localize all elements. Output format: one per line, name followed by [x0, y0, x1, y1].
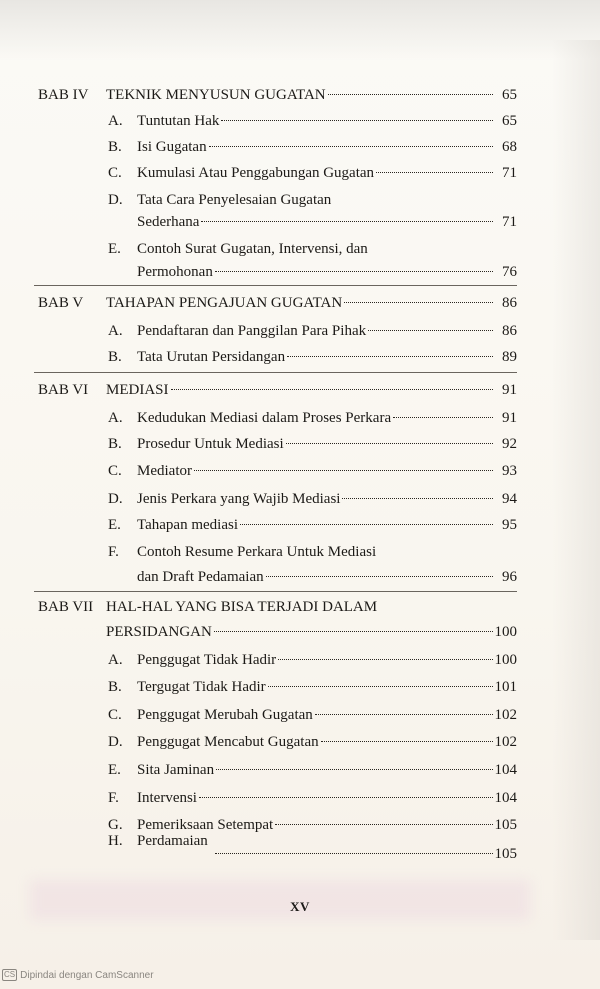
item-title: Pemeriksaan Setempat — [137, 817, 274, 833]
chapter-entry — [106, 377, 517, 403]
section-divider — [34, 285, 517, 286]
dot-leader — [201, 221, 493, 222]
page-number: 95 — [502, 517, 517, 533]
item-letter: C. — [108, 707, 122, 723]
item-title: Pendaftaran dan Panggilan Para Pihak — [137, 323, 367, 339]
dot-leader — [215, 853, 493, 854]
chapter-title: HAL-HAL YANG BISA TERJADI DALAM — [106, 599, 378, 615]
page-number: 68 — [502, 139, 517, 155]
item-title: Tata Urutan Persidangan — [137, 349, 286, 365]
item-letter: B. — [108, 436, 122, 452]
item-letter: E. — [108, 517, 121, 533]
item-title: Perdamaian — [137, 833, 208, 849]
chapter-label: BAB VII — [38, 599, 94, 615]
chapter-title: TAHAPAN PENGAJUAN GUGATAN — [106, 295, 343, 311]
toc-item — [137, 702, 517, 728]
page-number: 105 — [494, 846, 517, 862]
dot-leader — [344, 302, 493, 303]
page-number: 105 — [494, 817, 517, 833]
dot-leader — [286, 443, 493, 444]
toc-item — [137, 209, 517, 235]
item-letter: C. — [108, 463, 122, 479]
dot-leader — [328, 94, 493, 95]
folio-page-number: XV — [290, 899, 310, 914]
toc-item — [137, 564, 517, 590]
chapter-title: TEKNIK MENYUSUN GUGATAN — [106, 87, 326, 103]
item-title: Kumulasi Atau Penggabungan Gugatan — [137, 165, 375, 181]
chapter-label: BAB V — [38, 295, 84, 311]
item-title: Intervensi — [137, 790, 197, 806]
toc-item — [137, 757, 517, 783]
scanner-watermark — [2, 969, 154, 981]
chapter-label: BAB VI — [38, 382, 89, 398]
chapter-title: MEDIASI — [106, 382, 169, 398]
item-title-cont: Permohonan — [137, 264, 213, 280]
dot-leader — [221, 120, 493, 121]
scanner-label: Dipindai dengan CamScanner — [20, 969, 154, 981]
item-letter: B. — [108, 349, 122, 365]
page-number: 91 — [502, 382, 517, 398]
toc-item — [137, 729, 517, 755]
item-letter: A. — [108, 652, 123, 668]
item-letter: B. — [108, 139, 122, 155]
item-letter: F. — [108, 544, 119, 560]
page-number: 71 — [502, 165, 517, 181]
item-title: Prosedur Untuk Mediasi — [137, 436, 284, 452]
page-number: 89 — [502, 349, 517, 365]
dot-leader — [268, 686, 493, 687]
toc-item — [137, 647, 517, 673]
toc-item — [137, 841, 517, 867]
item-letter: D. — [108, 491, 123, 507]
dot-leader — [194, 470, 493, 471]
dot-leader — [240, 524, 493, 525]
toc-item — [137, 108, 517, 134]
item-title-cont: Sederhana — [137, 214, 200, 230]
toc-item — [137, 785, 517, 811]
page-number: 76 — [502, 264, 517, 280]
dot-leader — [209, 146, 493, 147]
chapter-title-cont: PERSIDANGAN — [106, 624, 212, 640]
item-title: Contoh Surat Gugatan, Intervensi, dan — [137, 241, 368, 257]
section-divider — [34, 591, 517, 592]
page-number: 93 — [502, 463, 517, 479]
toc-item — [137, 318, 517, 344]
toc-item — [137, 405, 517, 431]
item-title: Kedudukan Mediasi dalam Proses Perkara — [137, 410, 392, 426]
chapter-entry — [106, 290, 517, 316]
page-number: 100 — [494, 624, 517, 640]
toc-item — [137, 259, 517, 285]
item-letter: E. — [108, 762, 121, 778]
page-number: 91 — [502, 410, 517, 426]
dot-leader — [275, 824, 492, 825]
page-number: 92 — [502, 436, 517, 452]
item-title: Penggugat Tidak Hadir — [137, 652, 277, 668]
dot-leader — [199, 797, 493, 798]
item-title: Isi Gugatan — [137, 139, 207, 155]
dot-leader — [266, 576, 493, 577]
page-top-shade — [0, 0, 600, 60]
chapter-label: BAB IV — [38, 87, 89, 103]
item-letter: H. — [108, 833, 123, 849]
item-letter: A. — [108, 410, 123, 426]
toc-item — [137, 160, 517, 186]
dot-leader — [393, 417, 493, 418]
page-number: 86 — [502, 323, 517, 339]
toc-item — [137, 512, 517, 538]
dot-leader — [315, 714, 493, 715]
page-number: 100 — [494, 652, 517, 668]
section-divider — [34, 372, 517, 373]
page-number: 65 — [502, 87, 517, 103]
item-title: Jenis Perkara yang Wajib Mediasi — [137, 491, 341, 507]
item-letter: D. — [108, 192, 123, 208]
item-letter: G. — [108, 817, 123, 833]
dot-leader — [376, 172, 493, 173]
toc-item — [137, 486, 517, 512]
item-letter: C. — [108, 165, 122, 181]
item-title: Tergugat Tidak Hadir — [137, 679, 266, 695]
page-number: 104 — [494, 790, 517, 806]
toc-item — [137, 344, 517, 370]
dot-leader — [287, 356, 493, 357]
item-letter: E. — [108, 241, 121, 257]
page-number: 94 — [502, 491, 517, 507]
item-letter: F. — [108, 790, 119, 806]
item-letter: A. — [108, 113, 123, 129]
camscanner-logo-icon: CS — [4, 970, 16, 979]
page-number: 71 — [502, 214, 517, 230]
item-title: Penggugat Mencabut Gugatan — [137, 734, 319, 750]
dot-leader — [216, 769, 492, 770]
item-title: Sita Jaminan — [137, 762, 215, 778]
dot-leader — [214, 631, 493, 632]
page-number: 86 — [502, 295, 517, 311]
item-letter: B. — [108, 679, 122, 695]
toc-item — [137, 674, 517, 700]
page-number: 102 — [494, 707, 517, 723]
dot-leader — [171, 389, 494, 390]
item-title: Penggugat Merubah Gugatan — [137, 707, 313, 723]
item-title-cont: dan Draft Pedamaian — [137, 569, 264, 585]
toc-item — [137, 458, 517, 484]
page-number: 65 — [502, 113, 517, 129]
dot-leader — [215, 271, 493, 272]
item-letter: A. — [108, 323, 123, 339]
page-number: 101 — [494, 679, 517, 695]
item-letter: D. — [108, 734, 123, 750]
item-title: Mediator — [137, 463, 192, 479]
item-title: Contoh Resume Perkara Untuk Mediasi — [137, 544, 377, 560]
dot-leader — [368, 330, 493, 331]
chapter-entry — [106, 619, 517, 645]
item-title: Tahapan mediasi — [137, 517, 238, 533]
dot-leader — [278, 659, 492, 660]
item-title: Tuntutan Hak — [137, 113, 220, 129]
chapter-entry — [106, 82, 517, 108]
toc-item — [137, 431, 517, 457]
dot-leader — [342, 498, 493, 499]
page-number: 96 — [502, 569, 517, 585]
item-title: Tata Cara Penyelesaian Gugatan — [137, 192, 332, 208]
page-edge-shadow — [552, 40, 600, 940]
dot-leader — [321, 741, 493, 742]
page-number: 102 — [494, 734, 517, 750]
page-number: 104 — [494, 762, 517, 778]
toc-item — [137, 134, 517, 160]
